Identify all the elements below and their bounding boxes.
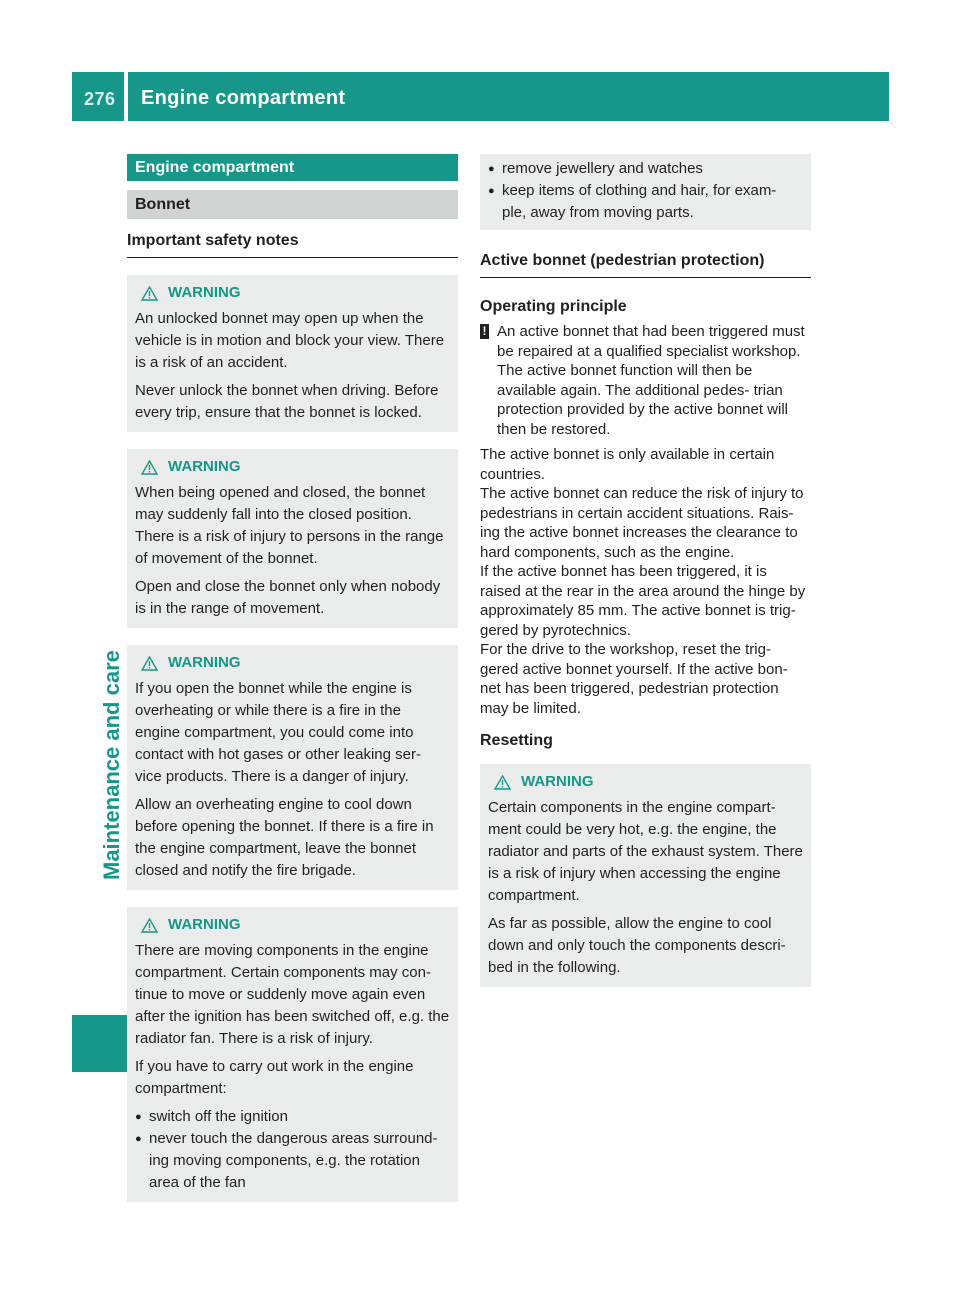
warning-text: Certain components in the engine compart- ment could be very hot, e.g. the engine, the radiator and parts of the exhaust system. There is a risk of injury when accessing the engine compartment. (488, 799, 803, 904)
warning-header (135, 652, 450, 674)
warning-text: When being opened and closed, the bonnet may suddenly fall into the closed position. There is a risk of injury to persons in the range of movement of the bonnet. (135, 484, 444, 567)
left-column (127, 154, 458, 1202)
warning-text: Open and close the bonnet only when nobody is in the range of movement. (135, 578, 441, 617)
exclamation-icon: ! (480, 324, 489, 339)
warning-triangle-icon (141, 918, 158, 933)
paragraph: The active bonnet is only available in certain countries. (480, 446, 775, 483)
note (480, 322, 811, 439)
warning-triangle-icon (141, 656, 158, 671)
warning-triangle-icon (141, 286, 158, 301)
warning-continuation-box (480, 154, 811, 230)
active-bonnet-heading: Active bonnet (pedestrian protection) (480, 250, 811, 278)
warning-box (127, 449, 458, 628)
warning-triangle-icon (141, 460, 158, 475)
warning-box (480, 764, 811, 987)
side-tab-marker (72, 1015, 127, 1072)
warning-triangle-icon (494, 775, 511, 790)
header-divider (124, 72, 128, 121)
bullet-icon: ● (488, 163, 495, 175)
warning-text: If you have to carry out work in the engine compartment: (135, 1058, 414, 1097)
list-item-text: never touch the dangerous areas surround- ing moving components, e.g. the rotation area of the fan (149, 1130, 438, 1191)
page-header (72, 72, 889, 121)
list-item (488, 158, 803, 180)
warning-text: There are moving components in the engine compartment. Certain components may con- tinue to move or suddenly move again even after the ignition has been switched off, e.g. the radiator fan. There is a risk of injury. (135, 942, 450, 1047)
list-item-text: remove jewellery and watches (502, 160, 703, 177)
paragraph: If the active bonnet has been triggered, it is raised at the rear in the area around the hinge by approximately 85 mm. The active bonnet is trig- gered by pyrotechnics. (480, 563, 806, 639)
list-item (488, 180, 803, 224)
warning-text: If you open the bonnet while the engine is overheating or while there is a fire in the engine compartment, you could come into contact with hot gases or other leaking ser- vice products. There is a danger of injury. (135, 680, 421, 785)
list-item-text: switch off the ignition (149, 1108, 288, 1125)
operating-principle-heading: Operating principle (480, 298, 627, 315)
bullet-icon: ● (488, 185, 495, 197)
warning-text: Allow an overheating engine to cool down before opening the bonnet. If there is a fire in the engine compartment, leave the bonnet closed and notify the fire brigade. (135, 796, 434, 879)
right-column (480, 154, 811, 987)
warning-label: WARNING (521, 773, 594, 790)
warning-header (135, 282, 450, 304)
warning-header (135, 456, 450, 478)
resetting-heading: Resetting (480, 732, 553, 749)
bullet-icon: ● (135, 1111, 142, 1123)
operating-principle-body (480, 322, 811, 718)
warning-label: WARNING (168, 458, 241, 475)
side-tab-label: Maintenance and care (99, 650, 124, 880)
warning-box (127, 275, 458, 432)
paragraph: For the drive to the workshop, reset the trig- gered active bonnet yourself. If the active bon- net has been triggered, pedestrian protection may be limited. (480, 641, 788, 717)
header-title: Engine compartment (141, 87, 346, 109)
warning-label: WARNING (168, 916, 241, 933)
page-number: 276 (84, 89, 116, 109)
warning-text: An unlocked bonnet may open up when the vehicle is in motion and block your view. There is a risk of an accident. (135, 310, 445, 371)
warning-box (127, 907, 458, 1202)
warning-box (127, 645, 458, 890)
list-item (135, 1106, 450, 1128)
list-item-text: keep items of clothing and hair, for exam- ple, away from moving parts. (502, 182, 777, 221)
list-item (135, 1128, 450, 1194)
warning-text: Never unlock the bonnet when driving. Before every trip, ensure that the bonnet is locked. (135, 382, 439, 421)
bullet-icon: ● (135, 1133, 142, 1145)
note-text: An active bonnet that had been triggered must be repaired at a qualified specialist workshop. The active bonnet function will then be available again. The additional pedes- trian protection provided by the active bonnet will then be restored. (497, 323, 805, 438)
warning-header (488, 771, 803, 793)
warning-label: WARNING (168, 654, 241, 671)
paragraph: The active bonnet can reduce the risk of injury to pedestrians in certain accident situations. Rais- ing the active bonnet increases the clearance to hard components, such as the engine. (480, 485, 804, 561)
warning-label: WARNING (168, 284, 241, 301)
safety-notes-heading: Important safety notes (127, 230, 458, 258)
section-title: Engine compartment (127, 154, 458, 181)
warning-header (135, 914, 450, 936)
warning-text: As far as possible, allow the engine to cool down and only touch the components descri- bed in the following. (488, 915, 786, 976)
subsection-title: Bonnet (127, 190, 458, 219)
